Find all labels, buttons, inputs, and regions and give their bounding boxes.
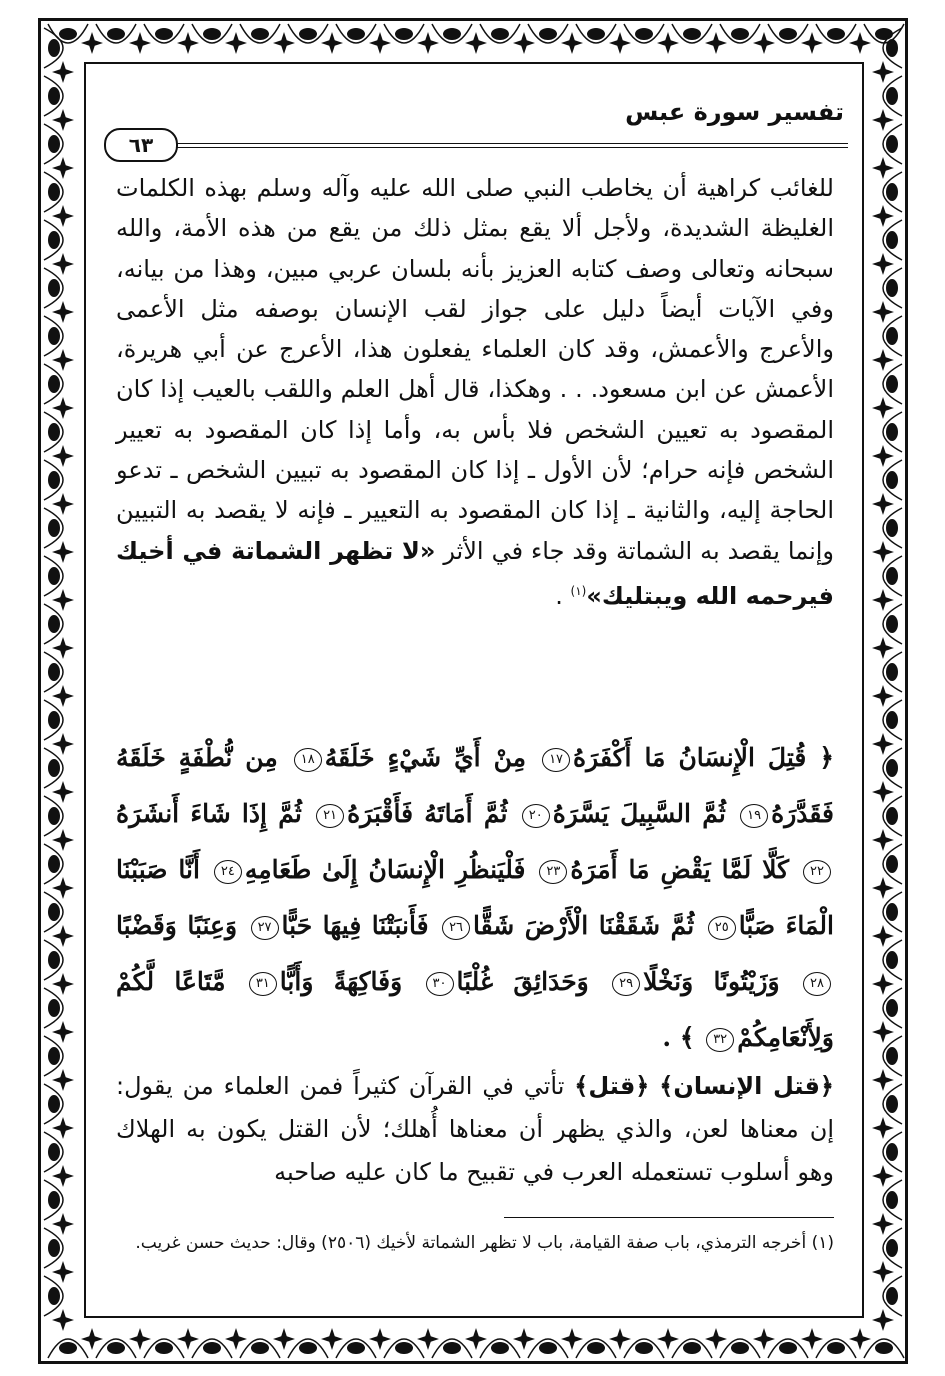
- ayah-number-marker: ٢٠: [522, 804, 550, 828]
- verse-text: وَعِنَبًا وَقَضْبًا: [116, 911, 238, 940]
- body-text-end: .: [555, 581, 571, 610]
- ayah-number-marker: ٢٥: [708, 916, 736, 940]
- verse-text: وَحَدَائِقَ غُلْبًا: [456, 967, 589, 996]
- page-number: ٦٣: [104, 128, 178, 162]
- ayah-number-marker: ٣٠: [426, 972, 454, 996]
- quran-close-bracket: ﴾: [679, 1023, 695, 1052]
- verse-text: وَفَاكِهَةً وَأَبًّا: [279, 967, 403, 996]
- ayah-number-marker: ٢٤: [214, 860, 242, 884]
- ayah-number-marker: ١٧: [542, 748, 570, 772]
- ayah-number-marker: ٢٣: [539, 860, 567, 884]
- commentary-quote-1: ﴿قتل الإنسان﴾: [659, 1072, 834, 1100]
- verse-text: مِن نُّطْفَةٍ خَلَقَهُ فَقَدَّرَهُ: [116, 743, 834, 828]
- ayah-number-marker: ٣١: [249, 972, 277, 996]
- commentary-quote-2: ﴿قتل﴾: [574, 1072, 650, 1100]
- page-content: [100, 80, 848, 1300]
- header-rule: [176, 143, 848, 148]
- verse-text: وَزَيْتُونًا وَنَخْلًا: [643, 967, 780, 996]
- running-title: تفسير سورة عبس: [625, 98, 844, 126]
- quran-open-bracket: ﴿: [819, 743, 834, 772]
- ayah-number-marker: ٢٦: [442, 916, 470, 940]
- verse-text: أَنَّا صَبَبْنَا الْمَاءَ صَبًّا: [116, 855, 834, 940]
- verse-text: ثُمَّ إِذَا شَاءَ أَنشَرَهُ: [116, 799, 302, 828]
- hadith-quote: «لا تظهر الشماتة في أخيك فيرحمه الله ويبتليك»: [116, 536, 834, 610]
- verse-text: ثُمَّ شَقَقْنَا الْأَرْضَ شَقًّا: [473, 911, 695, 940]
- ayah-number-marker: ٢٨: [803, 972, 831, 996]
- verse-text: ثُمَّ السَّبِيلَ يَسَّرَهُ: [552, 799, 726, 828]
- body-paragraph: [116, 168, 834, 616]
- verse-text: فَأَنبَتْنَا فِيهَا حَبًّا: [281, 911, 429, 940]
- body-text: للغائب كراهية أن يخاطب النبي صلى الله عليه وآله وسلم بهذه الكلمات الغليظة الشديدة، ولأجل ألا يقع بمثل ذلك من يقع من هذه الأمة، والله سبحانه وتعالى وصف كتابه العزيز بأنه بلسان عربي مبين، وهذا من بيانه، وفي الآيات أيضاً دليل على جواز لقب الإنسان بوصفه مثل الأعمى والأعرج والأعمش، وقد كان العلماء يفعلون هذا، الأعرج عن أبي هريرة، الأعمش عن ابن مسعود. . . وهكذا، قال أهل العلم واللقب بالعيب إذا كان المقصود به تعيين الشخص فلا بأس به، وأما إذا كان المقصود به تعيير الشخص فإنه حرام؛ لأن الأول ـ إذا كان المقصود به تبيين الشخص ـ تدعو الحاجة إليه، والثانية ـ إذا كان المقصود به التعيير ـ فإنه لا يقصد به التبيين وإنما يقصد به الشماتة وقد جاء في الأثر: [116, 174, 835, 565]
- footnote: (١) أخرجه الترمذي، باب صفة القيامة، باب لا تظهر الشماتة لأخيك (٢٥٠٦) وقال: حديث حسن غريب.: [135, 1233, 834, 1253]
- verse-text: ثُمَّ أَمَاتَهُ فَأَقْبَرَهُ: [347, 799, 508, 828]
- quran-verses: [116, 743, 834, 1052]
- verse-text: مِنْ أَيِّ شَيْءٍ خَلَقَهُ: [324, 743, 527, 772]
- ayah-number-marker: ٢٢: [803, 860, 831, 884]
- footnote-rule: [504, 1217, 834, 1218]
- quran-end: .: [662, 1023, 680, 1052]
- footnote-ref: (١): [570, 583, 587, 598]
- ayah-number-marker: ٢٧: [251, 916, 279, 940]
- ayah-number-marker: ١٩: [740, 804, 768, 828]
- verse-text: مَّتَاعًا لَّكُمْ وَلِأَنْعَامِكُمْ: [116, 967, 834, 1052]
- ayah-number-marker: ٢٩: [612, 972, 640, 996]
- commentary-text: تأتي في القرآن كثيراً فمن العلماء من يقول: إن معناها لعن، والذي يظهر أن معناها أُهلك؛ لأن القتل يكون به الهلاك وهو أسلوب تستعمله العرب في تقبيح ما كان عليه صاحبه: [116, 1072, 834, 1186]
- commentary-paragraph: [116, 1065, 834, 1194]
- verse-text: فَلْيَنظُرِ الْإِنسَانُ إِلَىٰ طَعَامِهِ: [244, 855, 526, 884]
- ayah-number-marker: ٣٢: [706, 1028, 734, 1052]
- verse-text: كَلَّا لَمَّا يَقْضِ مَا أَمَرَهُ: [570, 855, 790, 884]
- ayah-number-marker: ١٨: [294, 748, 322, 772]
- quran-passage: [116, 730, 834, 1066]
- page-header: [100, 98, 848, 157]
- verse-text: قُتِلَ الْإِنسَانُ مَا أَكْفَرَهُ: [573, 743, 807, 772]
- ayah-number-marker: ٢١: [316, 804, 344, 828]
